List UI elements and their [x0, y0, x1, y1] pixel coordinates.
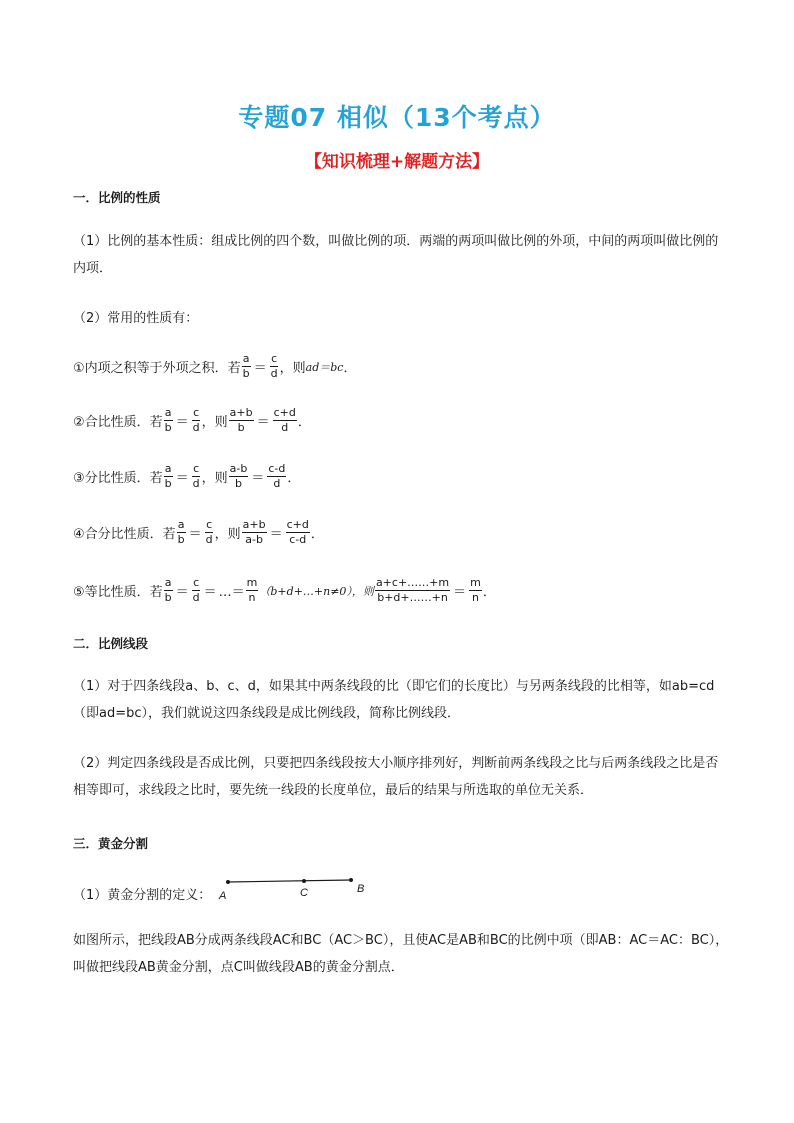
- denominator: c-d: [289, 533, 307, 546]
- denominator: d: [281, 421, 289, 434]
- numerator: a: [164, 462, 172, 475]
- fraction: [469, 576, 482, 605]
- denominator: b: [164, 421, 172, 434]
- fraction: [177, 518, 186, 547]
- denominator: n: [248, 591, 256, 604]
- numerator: a+b: [229, 406, 253, 419]
- denominator: d: [192, 421, 200, 434]
- rule-text: ，则: [201, 415, 228, 430]
- fraction: [192, 462, 201, 491]
- fraction: [164, 406, 173, 435]
- fraction: [242, 518, 267, 547]
- fraction: [242, 352, 251, 381]
- rule-text: ，则: [214, 527, 241, 542]
- golden-section-diagram: [214, 870, 374, 906]
- numerator: a-b: [229, 462, 248, 475]
- denominator: d: [273, 477, 281, 490]
- equals-sign: ＝: [251, 471, 265, 486]
- numerator: c+d: [273, 406, 296, 419]
- section-heading-golden-section: 三．黄金分割: [73, 836, 149, 851]
- fraction: [270, 352, 279, 381]
- fraction: [192, 406, 201, 435]
- fraction: [229, 462, 249, 491]
- rule-dividendo: [73, 462, 300, 491]
- label-c: C: [300, 887, 308, 899]
- denominator: b: [242, 367, 250, 380]
- denominator: b: [164, 477, 172, 490]
- rule-text: ．: [343, 361, 357, 376]
- denominator: d: [270, 367, 278, 380]
- document-title: 专题07 相似（13个考点）: [238, 103, 556, 132]
- numerator: m: [246, 576, 258, 589]
- numerator: c+d: [286, 518, 309, 531]
- rule-text: ④合分比性质．若: [73, 527, 176, 542]
- golden-section-definition-line: [73, 884, 211, 903]
- rule-componendo-dividendo: [73, 518, 324, 547]
- numerator: a: [164, 576, 172, 589]
- numerator: m: [470, 576, 481, 589]
- equals-sign: ＝: [453, 585, 467, 600]
- section-heading-ratio-properties: 一．比例的性质: [73, 190, 161, 205]
- denominator: b: [164, 591, 172, 604]
- denominator: n: [471, 591, 479, 604]
- document-subtitle: 【知识梳理+解题方法】: [304, 152, 490, 172]
- equals-sign: ＝: [175, 585, 189, 600]
- fraction: [164, 462, 173, 491]
- proportional-segments-definition: （1）对于四条线段a、b、c、d，如果其中两条线段的比（即它们的长度比）与另两条线段的比相等，如ab=cd（即ad=bc），我们就说这四条线段是成比例线段，简称比例线段．: [73, 679, 715, 721]
- numerator: c-d: [268, 462, 286, 475]
- equals-sign: ＝: [269, 527, 283, 542]
- rule-text: ．: [287, 471, 301, 486]
- equals-sign: ＝: [256, 415, 270, 430]
- denominator: d: [192, 591, 200, 604]
- equals-sign: ＝: [188, 527, 202, 542]
- ratio-basic-property-paragraph: （1）比例的基本性质：组成比例的四个数，叫做比例的项．两端的两项叫做比例的外项，中间的两项叫做比例的内项．: [73, 234, 719, 276]
- numerator: c: [193, 406, 200, 419]
- rule-inner-outer-product: [73, 352, 356, 381]
- numerator: c: [193, 462, 200, 475]
- proportional-segments-judgement: （2）判定四条线段是否成比例，只要把四条线段按大小顺序排列好，判断前两条线段之比与后两条线段之比是否相等即可，求线段之比时，要先统一线段的长度单位，最后的结果与所选取的单位无关系．: [73, 756, 719, 798]
- denominator: b: [177, 533, 185, 546]
- label-a: A: [219, 890, 227, 902]
- fraction: [205, 518, 214, 547]
- rule-result: ad＝bc: [305, 360, 344, 374]
- label-b: B: [357, 883, 365, 895]
- point-b: [349, 878, 353, 882]
- fraction: [267, 462, 286, 491]
- fraction: [375, 576, 450, 605]
- numerator: c: [193, 576, 200, 589]
- denominator: b+d+……+n: [377, 591, 448, 604]
- rule-text: ③分比性质．若: [73, 471, 163, 486]
- denominator: a-b: [245, 533, 263, 546]
- rule-text: ，则: [279, 361, 306, 376]
- numerator: c: [271, 352, 278, 365]
- rule-componendo: [73, 406, 311, 435]
- equals-sign: ＝: [253, 361, 267, 376]
- equals-sign: ＝: [175, 471, 189, 486]
- fraction: [273, 406, 297, 435]
- ellipsis-equals: …＝: [218, 585, 245, 600]
- rule-text: ①内项之积等于外项之积．若: [73, 361, 241, 376]
- rule-text: ⑤等比性质．若: [73, 585, 163, 600]
- definition-label: （1）黄金分割的定义：: [73, 888, 212, 903]
- equals-sign: ＝: [175, 415, 189, 430]
- fraction: [192, 576, 201, 605]
- numerator: a+b: [242, 518, 266, 531]
- golden-section-explanation: 如图所示，把线段AB分成两条线段AC和BC（AC＞BC），且使AC是AB和BC的比例中项（即AB：AC＝AC：BC），叫做把线段AB黄金分割，点C叫做线段AB的黄金分割点．: [73, 933, 729, 975]
- fraction: [164, 576, 173, 605]
- rule-condition: （b+d+…+n≠0），则: [259, 584, 374, 598]
- rule-text: ．: [310, 527, 324, 542]
- fraction: [246, 576, 259, 605]
- numerator: a+c+……+m: [375, 576, 450, 589]
- denominator: b: [237, 421, 245, 434]
- denominator: d: [192, 477, 200, 490]
- rule-text: ②合比性质．若: [73, 415, 163, 430]
- numerator: a: [177, 518, 185, 531]
- segment-ab: [228, 880, 351, 882]
- rule-text: ．: [482, 585, 496, 600]
- section-heading-proportional-segments: 二．比例线段: [73, 636, 149, 651]
- rule-equal-ratios: [73, 576, 496, 605]
- denominator: d: [205, 533, 213, 546]
- numerator: c: [206, 518, 213, 531]
- numerator: a: [242, 352, 250, 365]
- common-properties-intro: （2）常用的性质有：: [73, 311, 199, 326]
- rule-text: ．: [297, 415, 311, 430]
- point-c: [302, 879, 306, 883]
- denominator: b: [235, 477, 242, 490]
- point-a: [226, 880, 230, 884]
- numerator: a: [164, 406, 172, 419]
- rule-text: ，则: [201, 471, 228, 486]
- equals-sign: ＝: [203, 585, 217, 600]
- fraction: [229, 406, 254, 435]
- fraction: [286, 518, 310, 547]
